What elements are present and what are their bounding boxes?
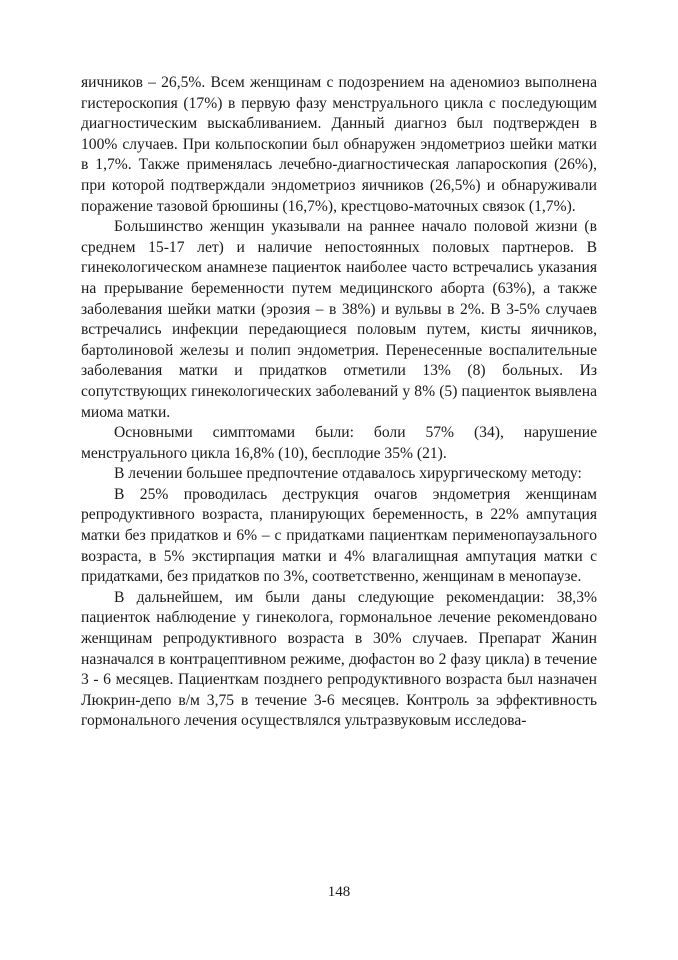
paragraph-1: яичников – 26,5%. Всем женщинам с подозрением на аденомиоз выполнена гистероскопия (17%) в первую фазу менструального цикла с последующим диагностическим выскабливанием. Данный диагноз был подтвержден в 100% случаев. При кольпоскопии был обнаружен эндометриоз шейки матки в 1,7%. Также применялась лечебно-диагностическая лапароскопия (26%), при которой подтверждали эндометриоз яичников (26,5%) и обнаруживали поражение тазовой брюшины (16,7%), крестцово-маточных связок (1,7%). <box>81 74 597 215</box>
paragraph-3: Основными симптомами были: боли 57% (34), нарушение менструального цикла 16,8% (10), бесплодие 35% (21). <box>81 424 597 462</box>
paragraph-6: В дальнейшем, им были даны следующие рекомендации: 38,3% пациенток наблюдение у гинеколога, гормональное лечение рекомендовано женщинам репродуктивного возраста в 30% случаев. Препарат Жанин назначался в контрацептивном режиме, дюфастон во 2 фазу цикла) в течение 3 - 6 месяцев. Пациенткам позднего репродуктивного возраста был назначен Люкрин-депо в/м 3,75 в течение 3-6 месяцев. Контроль за эффективность гормонального лечения осуществлялся ультразвуковым исследова- <box>81 588 597 730</box>
page-number: 148 <box>327 884 351 900</box>
paragraph-5: В 25% проводилась деструкция очагов эндометрия женщинам репродуктивного возраста, планирующих беременность, в 22% ампутация матки без придатков и 6% – с придатками пациенткам перименопаузального возраста, в 5% экстирпация матки и 4% влагалищная ампутация матки с придатками, без придатков по 3%, соответственно, женщинам в менопаузе. <box>81 485 597 586</box>
paragraph-2: Большинство женщин указывали на раннее начало половой жизни (в среднем 15-17 лет) и наличие непостоянных половых партнеров. В гинекологическом анамнезе пациенток наиболее часто встречались указания на прерывание беременности путем медицинского аборта (63%), а также заболевания шейки матки (эрозия – в 38%) и вульвы в 2%. В 3-5% случаев встречались инфекции передающиеся половым путем, кисты яичников, бартолиновой железы и полип эндометрия. Перенесенные воспалительные заболевания матки и придатков отметили 13% (8) больных. Из сопутствующих гинекологических заболеваний у 8% (5) пациенток выявлена миома матки. <box>81 218 597 421</box>
page-body <box>81 73 597 732</box>
paragraph-4: В лечении большее предпочтение отдавалось хирургическому методу: <box>114 465 582 483</box>
